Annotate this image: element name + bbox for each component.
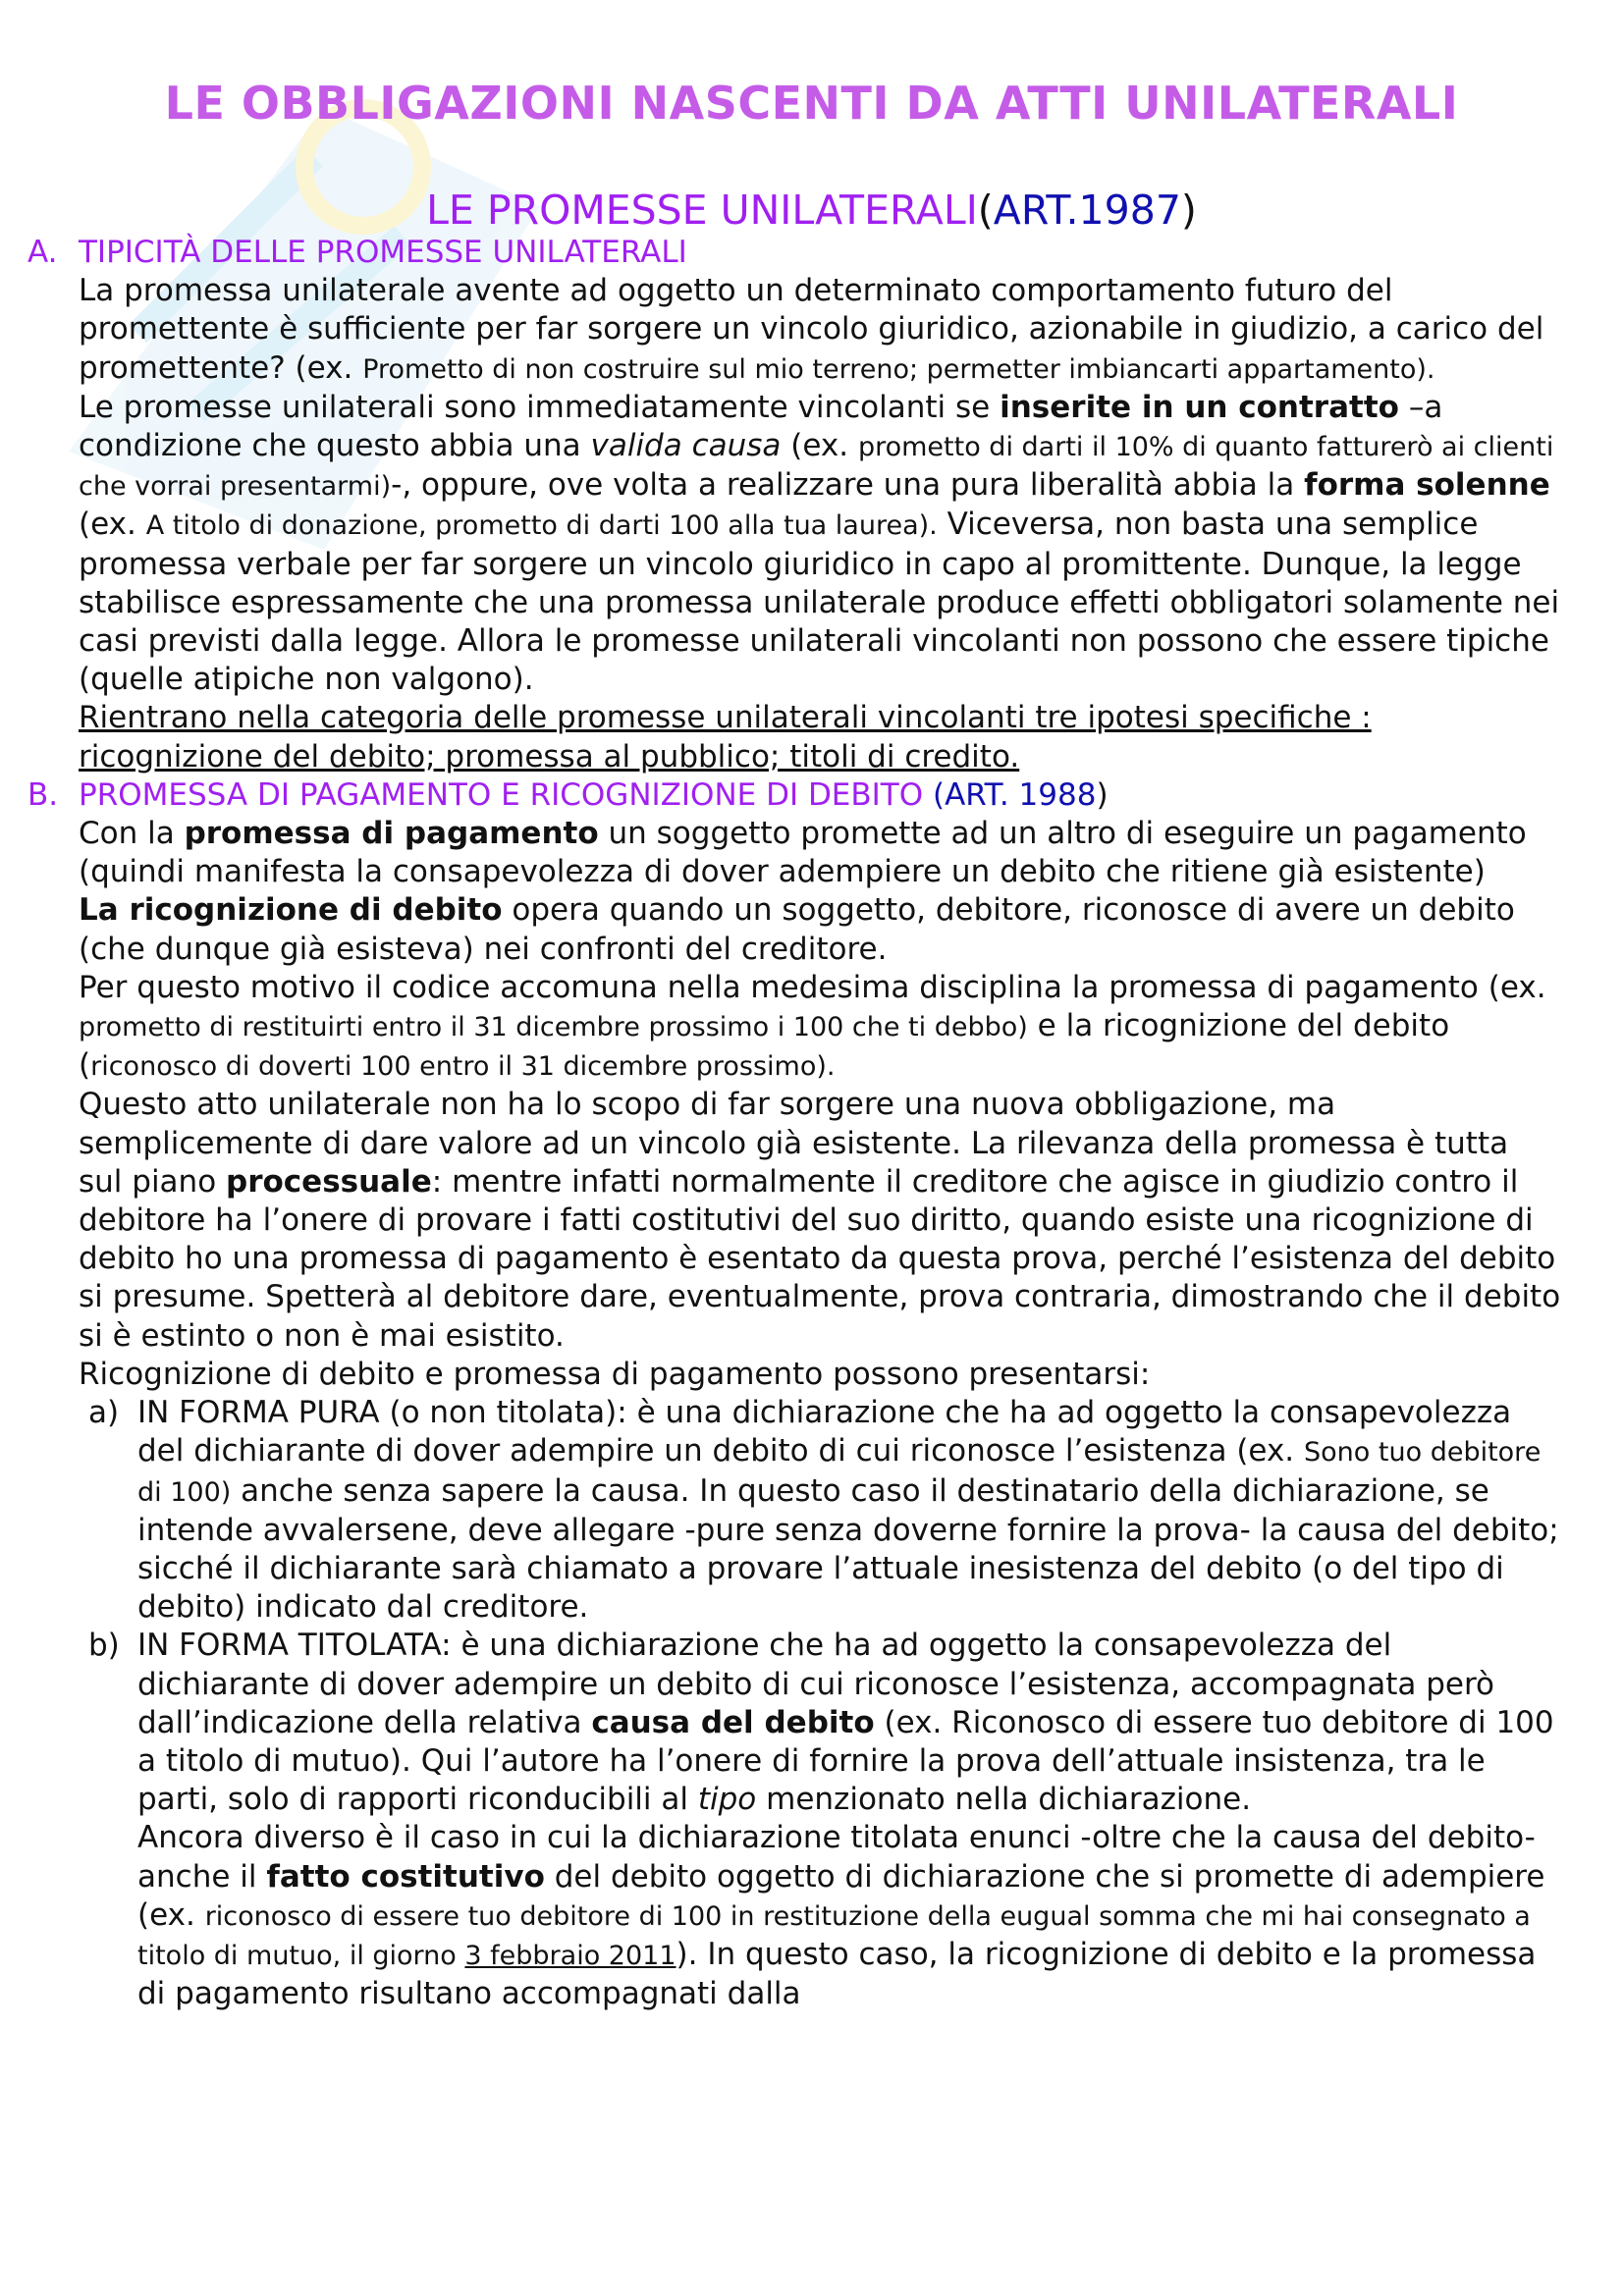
text: ). In questo caso, la ricognizione di debito e la promessa di pagamento risultano accompagnati dalla xyxy=(137,1936,1537,2012)
text: Con la xyxy=(79,816,185,852)
paragraph xyxy=(79,272,1561,389)
bold-text: inserite in un contratto xyxy=(1000,389,1399,425)
text: anche senza sapere la causa. In questo caso il destinatario della dichiarazione, se intende avvalersene, deve allegare -pure senza doverne fornire la prova- la causa del debito; sicché il dichiarante sarà chiamato a provare l’attuale inesistenza del debito (o del tipo di debito) indicato dal creditore. xyxy=(137,1472,1559,1626)
date-text: 3 febbraio 2011 xyxy=(464,1940,676,1971)
subtitle-open-paren: ( xyxy=(977,187,994,234)
page-subtitle xyxy=(0,187,1623,234)
example-text: riconosco di essere tuo debitore di 100 in restituzione della eugual somma che mi hai consegnato a titolo di mutuo, il giorno xyxy=(137,1900,1531,1971)
italic-text: tipo xyxy=(697,1782,757,1818)
section-b-close-paren: ) xyxy=(1096,776,1109,813)
page-title: LE OBBLIGAZIONI NASCENTI DA ATTI UNILATERALI xyxy=(164,77,1459,130)
list-item-b xyxy=(79,1627,1561,1819)
bold-text: forma solenne xyxy=(1304,467,1550,504)
text: (ex. xyxy=(79,507,146,543)
example-text: riconosco di doverti 100 entro il 31 dicembre prossimo). xyxy=(90,1051,836,1083)
section-b-article-ref: (ART. 1988 xyxy=(933,776,1097,813)
text: Ancora diverso è il caso in cui la dichiarazione titolata enunci -oltre che la causa del debito-anche il xyxy=(137,1820,1536,1895)
bold-text: fatto costitutivo xyxy=(266,1858,545,1895)
paragraph xyxy=(79,1819,1561,2013)
text: La promessa unilaterale avente ad oggetto un determinato comportamento futuro del promettente è sufficiente per far sorgere un vincolo giuridico, azionabile in giudizio, a carico del promettente? (ex. xyxy=(79,273,1544,386)
text: Per questo motivo il codice accomuna nella medesima disciplina la promessa di pagamento (ex. xyxy=(79,969,1546,1005)
text: un soggetto promette ad un altro di eseguire un pagamento (quindi manifesta la consapevolezza di dover adempiere un debito che ritiene già esistente) xyxy=(79,816,1527,890)
example-text: Sono tuo debitore di 100) xyxy=(137,1437,1542,1508)
bold-text: promessa di pagamento xyxy=(184,816,599,852)
paragraph: Ricognizione di debito e promessa di pagamento possono presentarsi: xyxy=(79,1356,1151,1392)
subtitle-close-paren: ) xyxy=(1180,187,1197,234)
section-b-heading xyxy=(27,776,1561,815)
text: Le promesse unilaterali sono immediatamente vincolanti se xyxy=(79,389,1001,425)
body-text xyxy=(27,234,1561,2013)
bold-text: La ricognizione di debito xyxy=(79,892,503,929)
section-a-heading xyxy=(27,234,1561,272)
list-marker: b) xyxy=(88,1628,120,1664)
section-a-title: TIPICITÀ DELLE PROMESSE UNILATERALI xyxy=(79,235,687,270)
example-text: Prometto di non costruire sul mio terreno; permetter imbiancarti appartamento). xyxy=(362,353,1435,385)
text: : mentre infatti normalmente il creditore che agisce in giudizio contro il debitore ha l’onere di provare i fatti costitutivi del suo diritto, quando esiste una ricognizione di debito ho una promessa di pagamento è esentato da questa prova, perché l’esistenza del debito si presume. Spetterà al debitore dare, eventualmente, prova contraria, dimostrando che il debito si è estinto o non è mai esistito. xyxy=(79,1163,1561,1354)
text: (ex. xyxy=(781,428,858,464)
paragraph: Rientrano nella categoria delle promesse unilaterali vincolanti tre ipotesi specifiche : ricognizione del debito; promessa al pubblico; titoli di credito. xyxy=(79,700,1372,774)
text: del debito oggetto di dichiarazione che si promette di adempiere (ex. xyxy=(137,1858,1545,1933)
paragraph xyxy=(79,969,1561,1087)
section-b-letter: B. xyxy=(27,776,59,813)
text: Questo atto unilaterale non ha lo scopo di far sorgere una nuova obbligazione, ma semplicemente di dare valore ad un vincolo già esistente. La rilevanza della promessa è tutta sul piano xyxy=(79,1087,1509,1200)
paragraph xyxy=(79,1086,1561,1355)
example-text: A titolo di donazione, prometto di darti 100 alla tua laurea). xyxy=(145,510,938,542)
text: menzionato nella dichiarazione. xyxy=(756,1782,1252,1818)
example-text: prometto di restituirti entro il 31 dicembre prossimo i 100 che ti debbo) xyxy=(79,1012,1028,1043)
text: e la ricognizione del debito ( xyxy=(79,1008,1450,1084)
section-a-letter: A. xyxy=(27,235,58,270)
text: –a condizione che questo abbia una xyxy=(79,389,1443,464)
text: IN FORMA TITOLATA: è una dichiarazione che ha ad oggetto la consapevolezza del dichiarante di dover adempire un debito di cui riconosce l’esistenza, accompagnata però dall’indicazione della relativa xyxy=(137,1628,1494,1740)
italic-text: valida causa xyxy=(590,428,782,464)
text: (ex. Riconosco di essere tuo debitore di 100 a titolo di mutuo). Qui l’autore ha l’onere di fornire la prova dell’attuale insistenza, tra le parti, solo di rapporti riconducibili al xyxy=(137,1704,1554,1818)
paragraph xyxy=(79,389,1561,700)
paragraph xyxy=(79,891,1561,968)
subtitle-article-ref: ART.1987 xyxy=(993,187,1181,234)
subtitle-text: LE PROMESSE UNILATERALI xyxy=(426,187,978,234)
example-text: prometto di darti il 10% di quanto fatturerò ai clienti che vorrai presentarmi) xyxy=(79,432,1554,503)
paragraph xyxy=(79,815,1561,891)
text: opera quando un soggetto, debitore, riconosce di avere un debito (che dunque già esisteva) nei confronti del creditore. xyxy=(79,892,1515,967)
section-b-title: PROMESSA DI PAGAMENTO E RICOGNIZIONE DI DEBITO xyxy=(79,776,933,813)
list-item-a xyxy=(79,1394,1561,1627)
text: Viceversa, non basta una semplice promessa verbale per far sorgere un vincolo giuridico in capo al promittente. Dunque, la legge stabilisce espressamente che una promessa unilaterale produce effetti obbligatori solamente nei casi previsti dalla legge. Allora le promesse unilaterali vincolanti non possono che essere tipiche (quelle atipiche non valgono). xyxy=(79,507,1560,698)
text: IN FORMA PURA (o non titolata): è una dichiarazione che ha ad oggetto la consapevolezza del dichiarante di dover adempire un debito di cui riconosce l’esistenza (ex. xyxy=(137,1395,1512,1469)
list-marker: a) xyxy=(88,1395,120,1431)
bold-text: causa del debito xyxy=(591,1704,875,1740)
text: -, oppure, ove volta a realizzare una pura liberalità abbia la xyxy=(391,467,1305,504)
bold-text: processuale xyxy=(226,1163,432,1200)
